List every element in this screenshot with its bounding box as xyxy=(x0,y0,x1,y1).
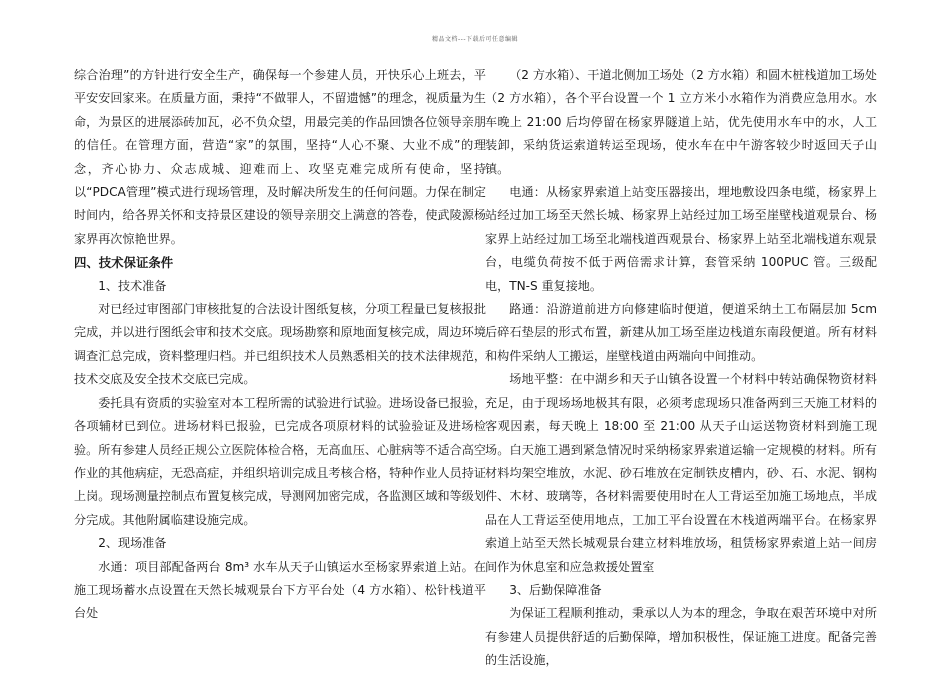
subsection-heading: 2、现场准备 xyxy=(98,536,167,551)
section-heading: 四、技术保证条件 xyxy=(74,255,174,271)
paragraph: 场地平整：在中湖乡和天子山镇各设置一个材料中转站确保物资材料充足，由于现场场地极其有限，必须考虑现场只准备两到三天施工材料的客观因素，每天晚上 18:00 至 21:00 从天子山运送物资材料到施工现场。白天施工遇到紧急情况时采纳杨家界索道运输一定规模的材料。所有材料均架空堆放，水泥、砂石堆放在定制铁皮槽内，砂、石、水泥、钢构件、木材、玻璃等，各材料需要使用时在人工背运至加施工场地点，半成品在人工背运至使用地点，工加工平台设置在木栈道两端平台。在杨家界索道上站至天然长城观景台建立材料堆放场，租赁杨家界索道上站一间房间作为休息室和应急救援处置室 xyxy=(485,372,877,574)
subsection-heading: 3、后勤保障准备 xyxy=(509,582,602,597)
paragraph: 水通：项目部配备两台 8m³ 水车从天子山镇运水至杨家界索道上站。在施工现场蓄水点设置在天然长城观景台下方平台处（4 方水箱）、松针栈道平台处 xyxy=(74,559,486,621)
paragraph: 电通：从杨家界索道上站变压器接出，埋地敷设四条电缆，杨家界上站经过加工场至天然长城、杨家界上站经过加工场至崖壁栈道观景台、杨家界上站经过加工场至北端栈道西观景台、杨家界上站至北端栈道东观景台，电缆负荷按不低于两倍需求计算，套管采纳 100PUC 管。三级配电，TN-S 重复接地。 xyxy=(485,185,877,293)
paragraph: 路通：沿游道前进方向修建临时便道，便道采纳土工布隔层加 5cm 后碎石垫层的形式布置，新建从加工场至崖边栈道东南段便道。所有材料和构件采纳人工搬运，崖壁栈道由两端向中间推动。 xyxy=(485,302,877,363)
paragraph: 为保证工程顺利推动，秉承以人为本的理念，争取在艰苦环境中对所有参建人员提供舒适的后勤保障，增加积极性，保证施工进度。配备完善的生活设施， xyxy=(485,606,877,668)
paragraph: 综合治理”的方针进行安全生产，确保每一个参建人员，开快乐心上班去，平平安安回家来。在质量方面，秉持“不做罪人，不留遗憾”的理念，视质量为生命，为景区的进展添砖加瓦，必不负众望，用最完美的作品回馈各位领导亲朋的信任。在管理方面，营造“家”的氛围，坚持“人心不聚、大业不成”的理念，齐心协力、众志成城、迎难而上、攻坚克难完成所有使命，坚持以“PDCA管理”模式进行现场管理，及时解决所发生的任何问题。力保在制定时间内，给各界关怀和支持景区建设的领导亲朋交上满意的答卷，使武陵源杨家界再次惊艳世界。 xyxy=(74,68,486,246)
header-note: 精品文档---下载后可任意编辑 xyxy=(432,36,518,43)
subsection-heading: 1、技术准备 xyxy=(98,278,167,293)
right-column xyxy=(485,64,877,673)
paragraph: 对已经过审图部门审核批复的合法设计图纸复核，分项工程量已复核报批完成，并以进行图纸会审和技术交底。现场勘察和原地面复核完成，周边环境调查汇总完成，资料整理归档。并已组织技术人员熟悉相关的技术法律规范，技术交底及安全技术交底已完成。 xyxy=(74,302,486,387)
paragraph: 委托具有资质的实验室对本工程所需的试验进行试验。进场设备已报验，各项辅材已到位。进场材料已报验，已完成各项原材料的试验验证及进场检验。所有参建人员经正规公立医院体检合格，无高血压、心脏病等不适合高空作业的其他病症，无恐高症，并组织培训完成且考核合格，特种作业人员持证上岗。现场测量控制点布置复核完成，导测网加密完成，各监测区域和等级划分完成。其他附属临建设施完成。 xyxy=(74,395,486,527)
paragraph: （2 方水箱）、干道北侧加工场处（2 方水箱）和圆木桩栈道加工场处（2 方水箱），各个平台设置一个 1 立方米小水箱作为消费应急用水。水车晚上 21:00 后均停留在杨家界隧道上站，优先使用水车中的水，人工装卸，采纳货运索道转运至现场，使水车在中午游客较少时返回天子山镇。 xyxy=(485,68,877,176)
left-column xyxy=(74,64,486,626)
